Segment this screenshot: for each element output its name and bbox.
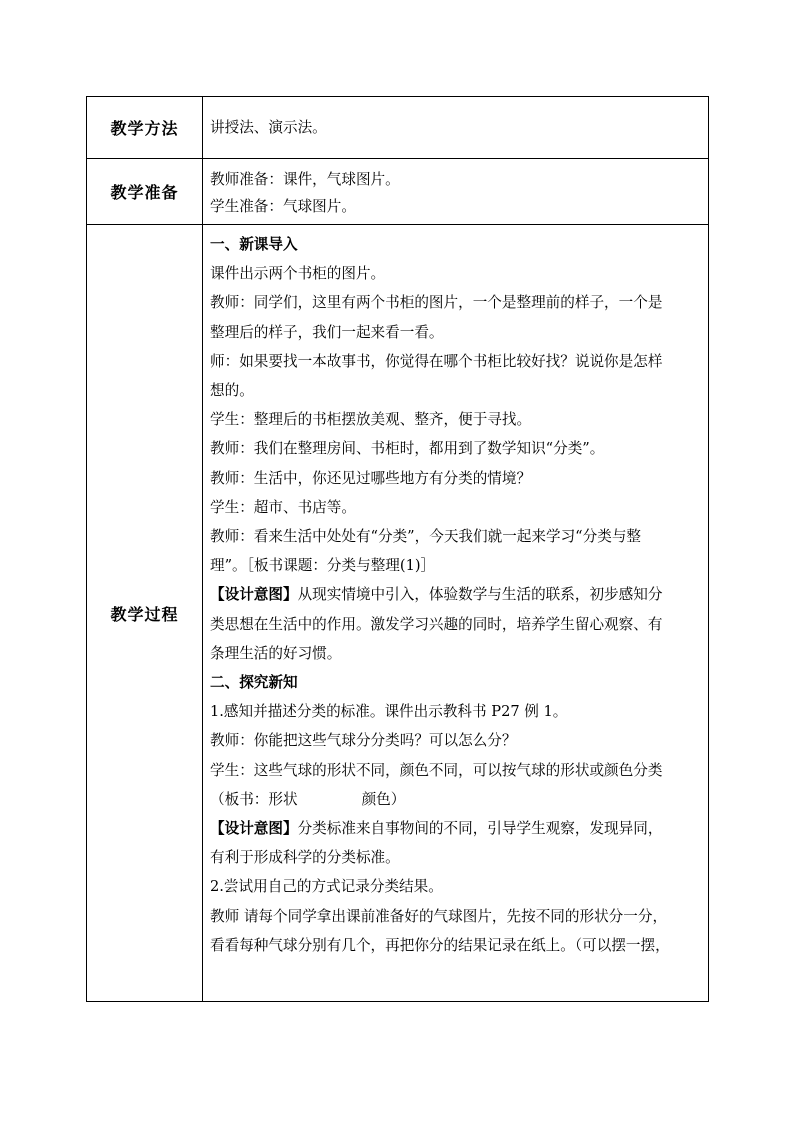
design-intent-tag: 【设计意图】 (210, 586, 298, 604)
process-line: 类思想在生活中的作用。激发学习兴趣的同时，培养学生留心观察、有 (210, 615, 663, 633)
teaching-method-content (203, 97, 709, 159)
board-note-shape: （板书：形状 (210, 790, 298, 808)
process-line: 理”。［板书课题：分类与整理(1)］ (210, 557, 436, 575)
teacher-preparation-text: 教师准备：课件，气球图片。 (210, 171, 400, 188)
design-intent-text: 分类标准来自事物间的不同，引导学生观察，发现异同， (297, 820, 663, 838)
process-line: 2.尝试用自己的方式记录分类结果。 (210, 878, 443, 896)
process-line: 课件出示两个书柜的图片。 (210, 265, 386, 283)
design-intent-tag: 【设计意图】 (210, 820, 298, 838)
process-line: 师：如果要找一本故事书，你觉得在哪个书柜比较好找？说说你是怎样 (210, 352, 663, 370)
process-line: 1.感知并描述分类的标准。课件出示教科书 P27 例 1。 (210, 703, 568, 721)
design-intent-line (210, 580, 702, 609)
teaching-process-row (87, 225, 709, 1002)
teaching-process-label: 教学过程 (87, 225, 203, 1002)
process-line: 整理后的样子，我们一起来看一看。 (210, 323, 444, 341)
section-heading-explore: 二、探究新知 (210, 674, 298, 692)
teaching-method-label: 教学方法 (87, 97, 203, 159)
teaching-method-row (87, 97, 709, 159)
section-heading-intro: 一、新课导入 (210, 236, 298, 253)
process-line: 教师：生活中，你还见过哪些地方有分类的情境？ (210, 469, 532, 487)
process-line: 看看每种气球分别有几个，再把你分的结果记录在纸上。（可以摆一摆， (210, 936, 670, 954)
process-line: 教师：看来生活中处处有“分类”，今天我们就一起来学习“分类与整 (210, 528, 642, 546)
student-preparation-text: 学生准备：气球图片。 (210, 198, 356, 215)
process-line: 想的。 (210, 382, 254, 400)
process-line: 学生：整理后的书柜摆放美观、整齐，便于寻找。 (210, 411, 532, 429)
process-line: 教师：我们在整理房间、书柜时，都用到了数学知识“分类”。 (210, 440, 605, 458)
lesson-plan-table (86, 96, 709, 1002)
teaching-preparation-row (87, 159, 709, 225)
process-line: 有利于形成科学的分类标准。 (210, 849, 400, 867)
process-line: 教师 请每个同学拿出课前准备好的气球图片，先按不同的形状分一分， (210, 907, 668, 925)
teaching-method-text: 讲授法、演示法。 (210, 119, 327, 136)
process-line: 学生：超市、书店等。 (210, 498, 356, 516)
process-line: 教师：你能把这些气球分分类吗？可以怎么分？ (210, 732, 517, 750)
process-line: 教师：同学们，这里有两个书柜的图片，一个是整理前的样子，一个是 (210, 294, 663, 312)
design-intent-text: 从现实情境中引入，体验数学与生活的联系，初步感知分 (297, 586, 663, 604)
process-line: 条理生活的好习惯。 (210, 644, 342, 662)
teaching-preparation-content (203, 159, 709, 225)
teaching-preparation-label: 教学准备 (87, 159, 203, 225)
board-note-line (210, 785, 702, 814)
board-note-color: 颜色） (361, 790, 406, 808)
process-line: 学生：这些气球的形状不同，颜色不同，可以按气球的形状或颜色分类 (210, 761, 663, 779)
teaching-process-content (203, 225, 709, 1002)
design-intent-line (210, 814, 702, 843)
